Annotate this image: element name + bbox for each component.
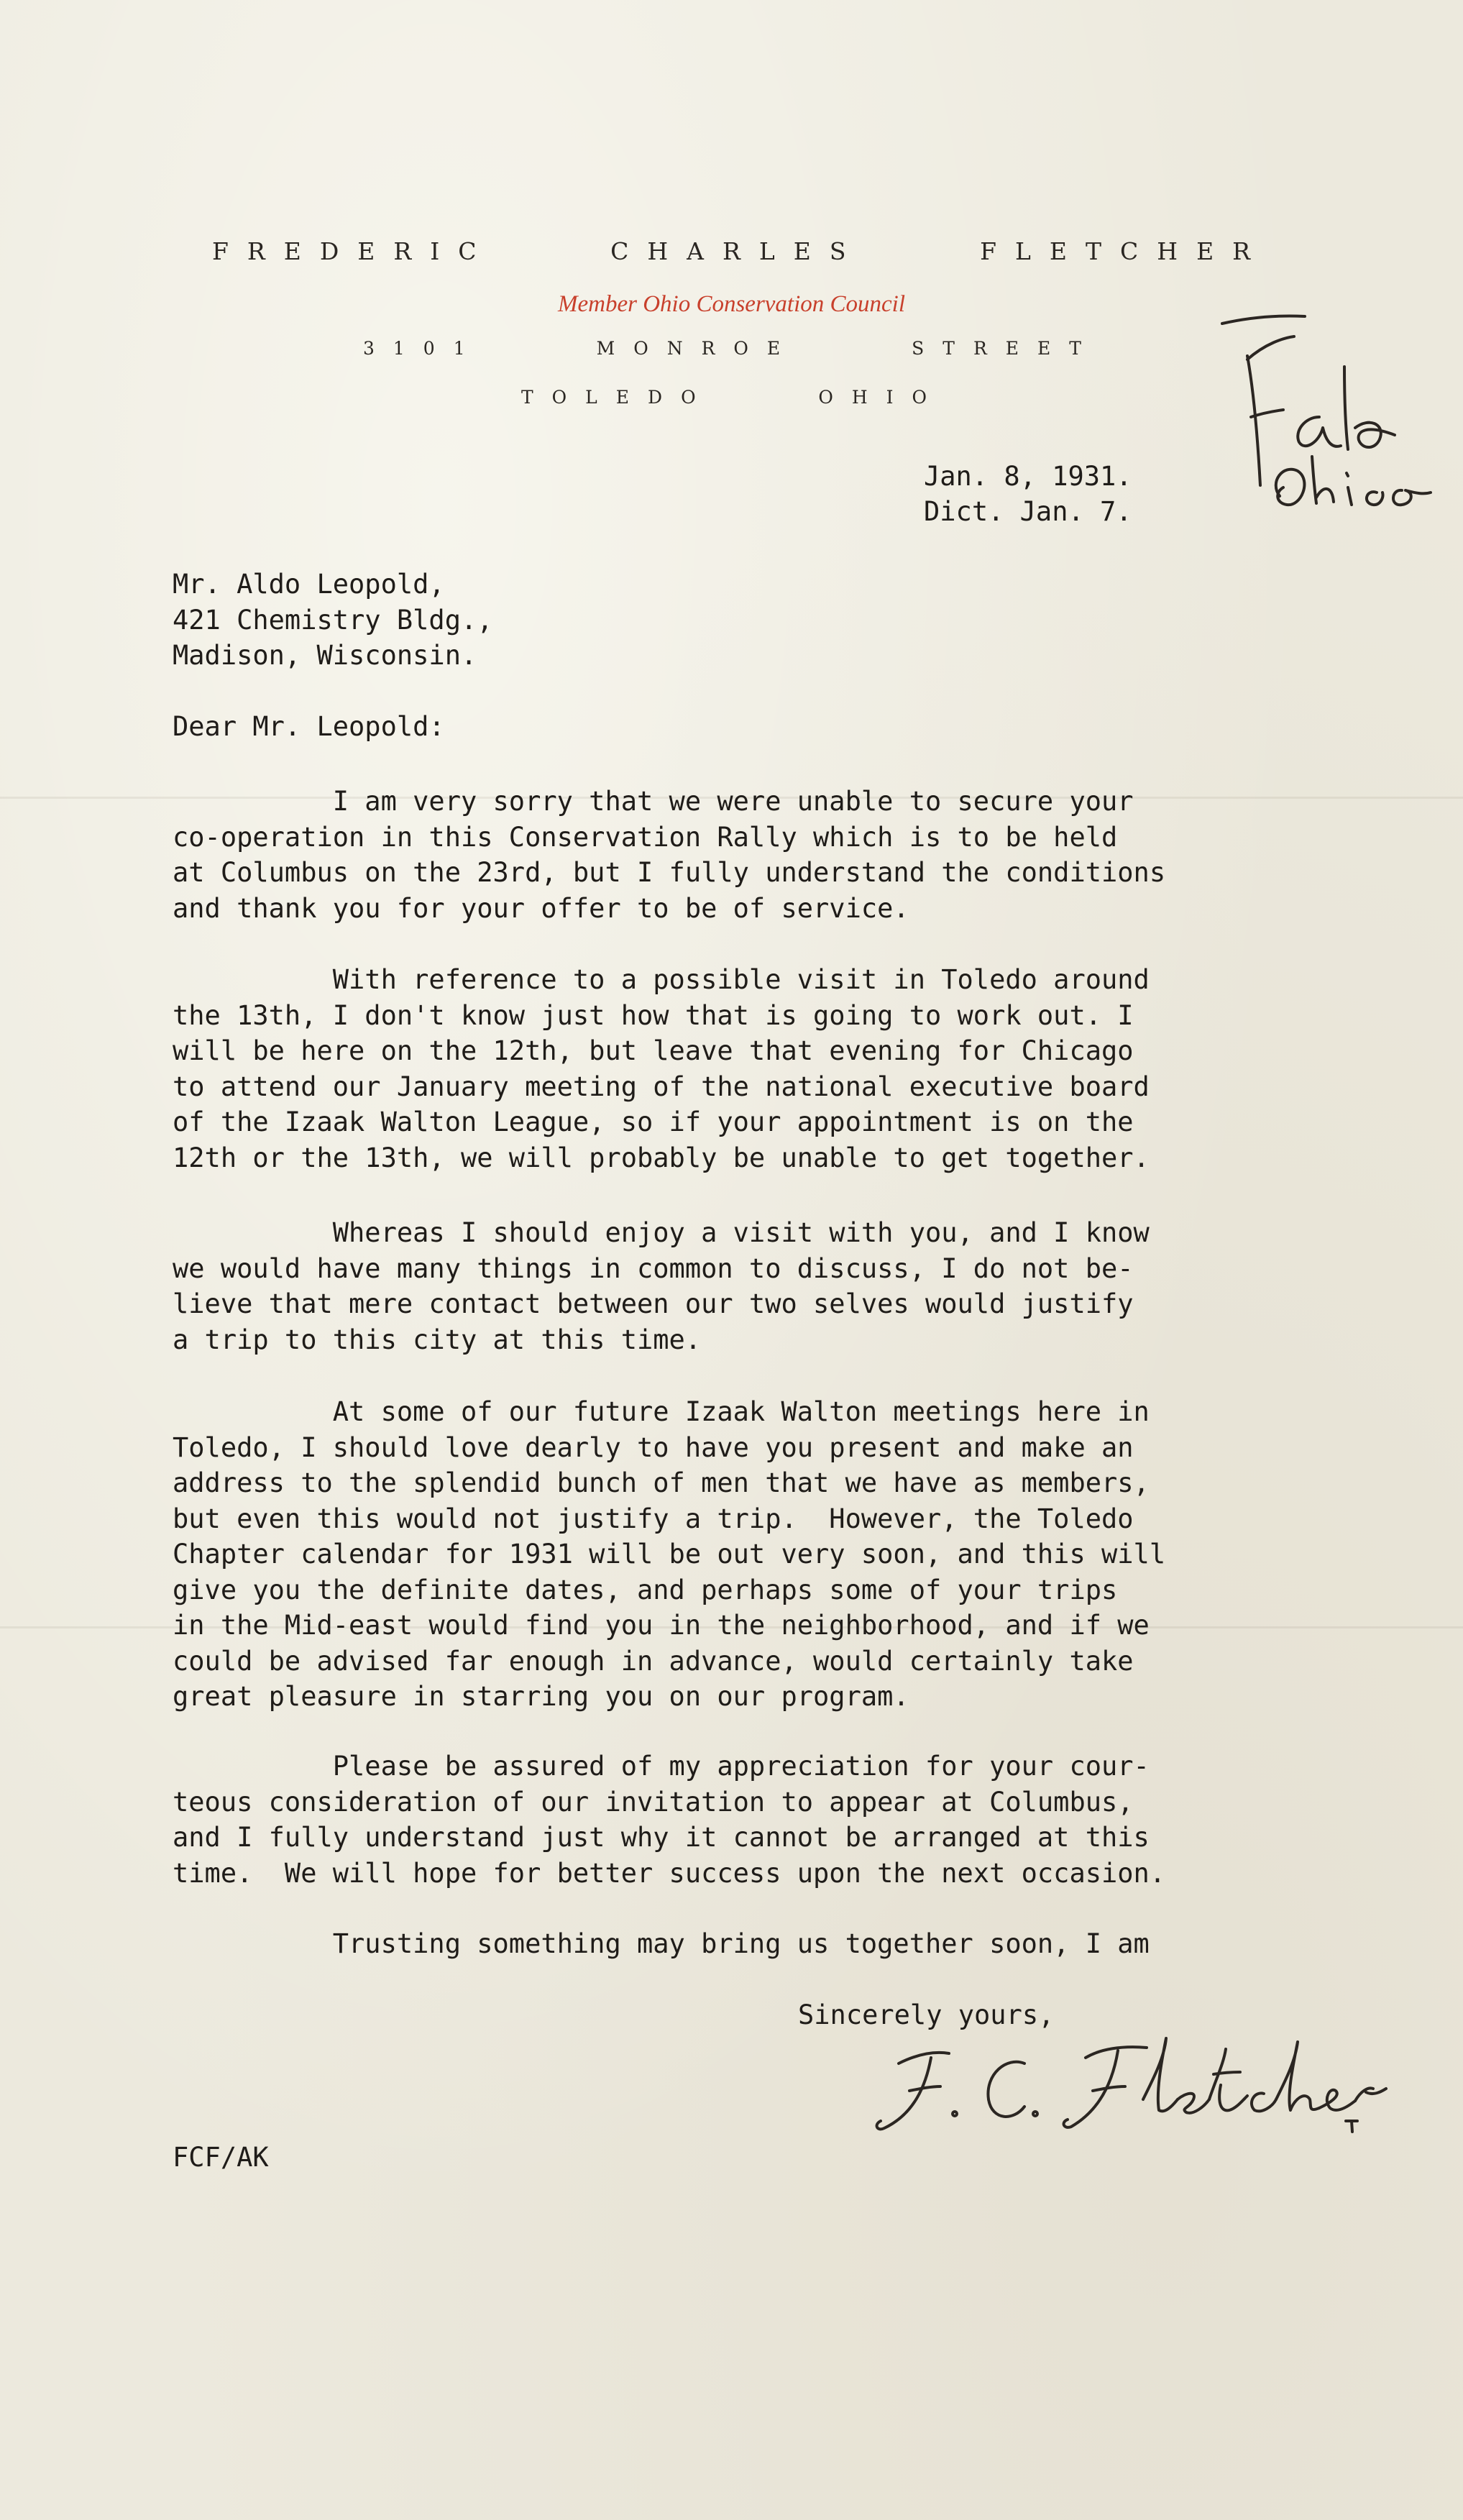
body-line: I am very sorry that we were unable to secure your: [173, 786, 1134, 817]
body-line: but even this would not justify a trip. However, the Toledo: [173, 1503, 1134, 1534]
letterhead-city-word: OHIO: [818, 387, 945, 408]
body-line: Please be assured of my appreciation for your cour-: [173, 1751, 1150, 1782]
body-line: Whereas I should enjoy a visit with you, and I know: [173, 1217, 1150, 1248]
body-line: and I fully understand just why it cannot be arranged at this: [173, 1822, 1150, 1853]
letterhead-member-line: Member Ohio Conservation Council: [557, 291, 906, 317]
body-line: Trusting something may bring us together soon, I am: [173, 1928, 1150, 1959]
letterhead-street-word: MONROE: [596, 338, 799, 359]
salutation: Dear Mr. Leopold:: [173, 711, 445, 742]
body-line: At some of our future Izaak Walton meetings here in: [173, 1396, 1150, 1427]
body-line: to attend our January meeting of the national executive board: [173, 1071, 1150, 1102]
body-line: could be advised far enough in advance, would certainly take: [173, 1645, 1134, 1677]
body-line: Chapter calendar for 1931 will be out very soon, and this will: [173, 1539, 1166, 1570]
body-line: time. We will hope for better success upon the next occasion.: [173, 1857, 1166, 1889]
body-line: at Columbus on the 23rd, but I fully understand the conditions: [173, 857, 1166, 888]
body-line: lieve that mere contact between our two selves would justify: [173, 1288, 1134, 1319]
body-line: and thank you for your offer to be of service.: [173, 892, 909, 924]
recipient-address: [173, 567, 493, 674]
body-paragraph: [173, 1749, 1165, 1891]
body-line: of the Izaak Walton League, so if your appointment is on the: [173, 1106, 1134, 1137]
body-line: will be here on the 12th, but leave that evening for Chicago: [173, 1035, 1134, 1066]
body-paragraph: [173, 1215, 1150, 1357]
dictated-date: Dict. Jan. 7.: [924, 496, 1132, 527]
letterhead-city: [521, 387, 945, 408]
recipient-name: Mr. Aldo Leopold,: [173, 569, 445, 600]
letterhead-name-word: FREDERIC: [212, 237, 495, 265]
complimentary-close: Sincerely yours,: [798, 1999, 1055, 2030]
body-line: teous consideration of our invitation to appear at Columbus,: [173, 1786, 1134, 1818]
body-paragraph: [173, 784, 1165, 926]
letterhead-street-word: 3101: [363, 338, 484, 359]
letterhead-street-word: STREET: [912, 338, 1100, 359]
body-line: a trip to this city at this time.: [173, 1324, 702, 1355]
body-line: co-operation in this Conservation Rally which is to be held: [173, 821, 1118, 853]
body-line: we would have many things in common to discuss, I do not be-: [173, 1252, 1134, 1284]
letterhead-city-word: TOLEDO: [521, 387, 715, 408]
body-line: 12th or the 13th, we will probably be unable to get together.: [173, 1142, 1150, 1173]
body-line: give you the definite dates, and perhaps some of your trips: [173, 1574, 1118, 1605]
letterhead-name-word: CHARLES: [610, 237, 865, 265]
body-line: the 13th, I don't know just how that is going to work out. I: [173, 999, 1134, 1031]
body-line: Toledo, I should love dearly to have you present and make an: [173, 1431, 1134, 1463]
body-paragraph: [173, 1394, 1165, 1715]
body-line: address to the splendid bunch of men that we have as members,: [173, 1467, 1150, 1498]
letterhead-name-word: FLETCHER: [980, 237, 1269, 265]
handwritten-margin-annotation: [1204, 309, 1434, 532]
body-line: great pleasure in starring you on our program.: [173, 1681, 909, 1712]
letter-date: Jan. 8, 1931.: [924, 461, 1132, 492]
recipient-city: Madison, Wisconsin.: [173, 640, 477, 671]
handwritten-signature: [870, 2006, 1388, 2150]
recipient-street: 421 Chemistry Bldg.,: [173, 604, 493, 636]
body-paragraph: [173, 962, 1150, 1176]
body-line: in the Mid-east would find you in the neighborhood, and if we: [173, 1610, 1150, 1641]
body-paragraph: [173, 1926, 1150, 1962]
letterhead-name: [212, 237, 1269, 265]
body-line: With reference to a possible visit in Toledo around: [173, 964, 1150, 995]
typist-initials: FCF/AK: [173, 2142, 269, 2173]
letterhead-street: [363, 338, 1100, 359]
